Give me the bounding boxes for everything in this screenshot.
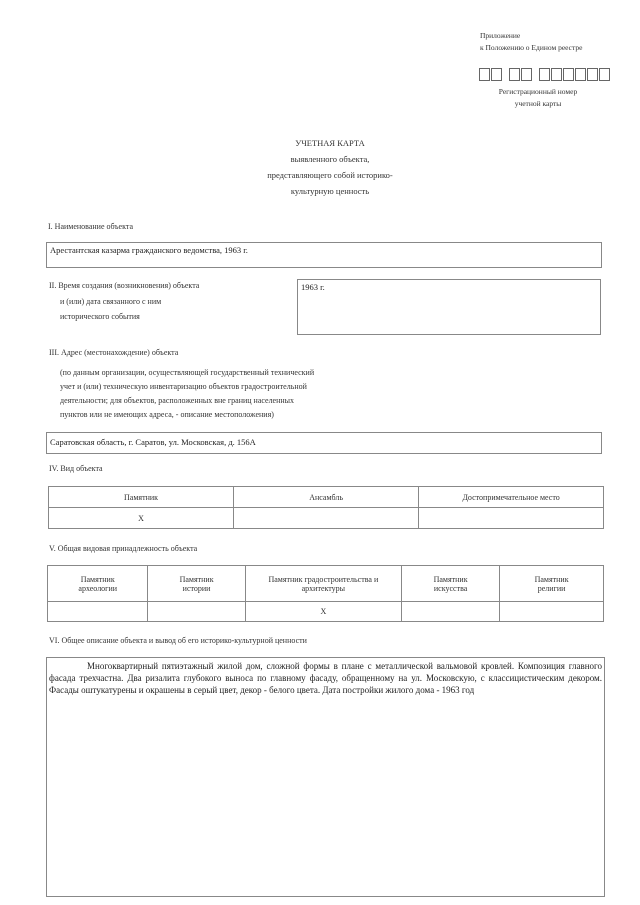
affil-header-history-l2: истории [182,583,211,593]
section-2-label-3: исторического события [60,312,140,321]
type-header-monument: Памятник [49,487,234,508]
affil-header-archaeology [48,566,148,602]
reg-digit-box [575,68,586,81]
type-mark-landmark [419,508,604,529]
object-type-table [48,486,604,529]
registration-number-label [478,86,598,110]
reg-digit-box [539,68,550,81]
affil-header-art-l2: искусства [433,583,468,593]
affil-mark-architecture: X [245,602,401,622]
registration-number-boxes [479,68,611,81]
type-mark-ensemble [234,508,419,529]
affil-header-archaeology-l1: Памятник [80,574,115,584]
address-note-line-1: (по данным организации, осуществляющей государственный технический [60,368,315,377]
section-3-label: III. Адрес (местонахождение) объекта [49,348,179,357]
affil-mark-religion [500,602,604,622]
reg-digit-box [599,68,610,81]
appendix-line-1: Приложение [480,31,521,40]
affil-header-architecture-l1: Памятник градостроительства и [268,574,379,584]
address-field: Саратовская область, г. Саратов, ул. Московская, д. 156А [46,432,602,454]
title-line-2: выявленного объекта, [290,154,370,164]
description-field [46,657,605,897]
type-mark-monument: X [49,508,234,529]
document-title [200,135,460,199]
affil-header-history [148,566,245,602]
object-name-field: Арестантская казарма гражданского ведомства, 1963 г. [46,242,602,268]
affil-header-religion [500,566,604,602]
address-note [60,366,314,422]
reg-label-line-2: учетной карты [514,99,562,108]
address-note-line-2: учет и (или) техническую инвентаризацию объектов градостроительной [60,382,307,391]
affil-header-history-l1: Памятник [179,574,214,584]
section-2-label-2: и (или) дата связанного с ним [60,297,162,306]
creation-date-field: 1963 г. [297,279,601,335]
affil-header-art-l1: Памятник [433,574,468,584]
affil-mark-archaeology [48,602,148,622]
title-line-1: УЧЕТНАЯ КАРТА [295,138,365,148]
appendix-line-2: к Положению о Едином реестре [480,43,583,52]
section-5-label: V. Общая видовая принадлежность объекта [49,544,198,553]
type-header-ensemble: Ансамбль [234,487,419,508]
affil-header-religion-l2: религии [537,583,566,593]
section-6-label: VI. Общее описание объекта и вывод об его историко-культурной ценности [49,636,307,645]
affil-header-religion-l1: Памятник [534,574,569,584]
affil-mark-history [148,602,245,622]
section-2-label-1: II. Время создания (возникновения) объекта [49,281,200,290]
address-note-line-4: пунктов или не имеющих адреса, - описание местоположения) [60,410,274,419]
affil-mark-art [401,602,499,622]
reg-digit-box [563,68,574,81]
affil-header-archaeology-l2: археологии [78,583,118,593]
reg-digit-box [479,68,490,81]
reg-digit-box [587,68,598,81]
affil-header-art [401,566,499,602]
reg-digit-box [551,68,562,81]
address-note-line-3: деятельности; для объектов, расположенных вне границ населенных [60,396,295,405]
reg-digit-box [521,68,532,81]
affiliation-table [47,565,604,622]
description-text: Многоквартирный пятиэтажный жилой дом, сложной формы в плане с металлической вальмовой кровлей. Композиция главного фасада трехчастна. Два ризалита глубокого выноса по главному фасаду, обращенному на ул. Московскую, с классицистическим декором. Фасады оштукатурены и окрашены в серый цвет, декор - белого цвета. Дата постройки жилого дома - 1963 год [49,661,602,695]
reg-label-line-1: Регистрационный номер [498,87,578,96]
title-line-4: культурную ценность [290,186,370,196]
affil-header-architecture-l2: архитектуры [301,583,346,593]
section-1-label: I. Наименование объекта [48,222,133,231]
reg-digit-box [491,68,502,81]
section-4-label: IV. Вид объекта [49,464,103,473]
affil-header-architecture [245,566,401,602]
appendix-note [480,30,582,54]
reg-digit-box [509,68,520,81]
title-line-3: представляющего собой историко- [267,170,393,180]
type-header-landmark: Достопримечательное место [419,487,604,508]
